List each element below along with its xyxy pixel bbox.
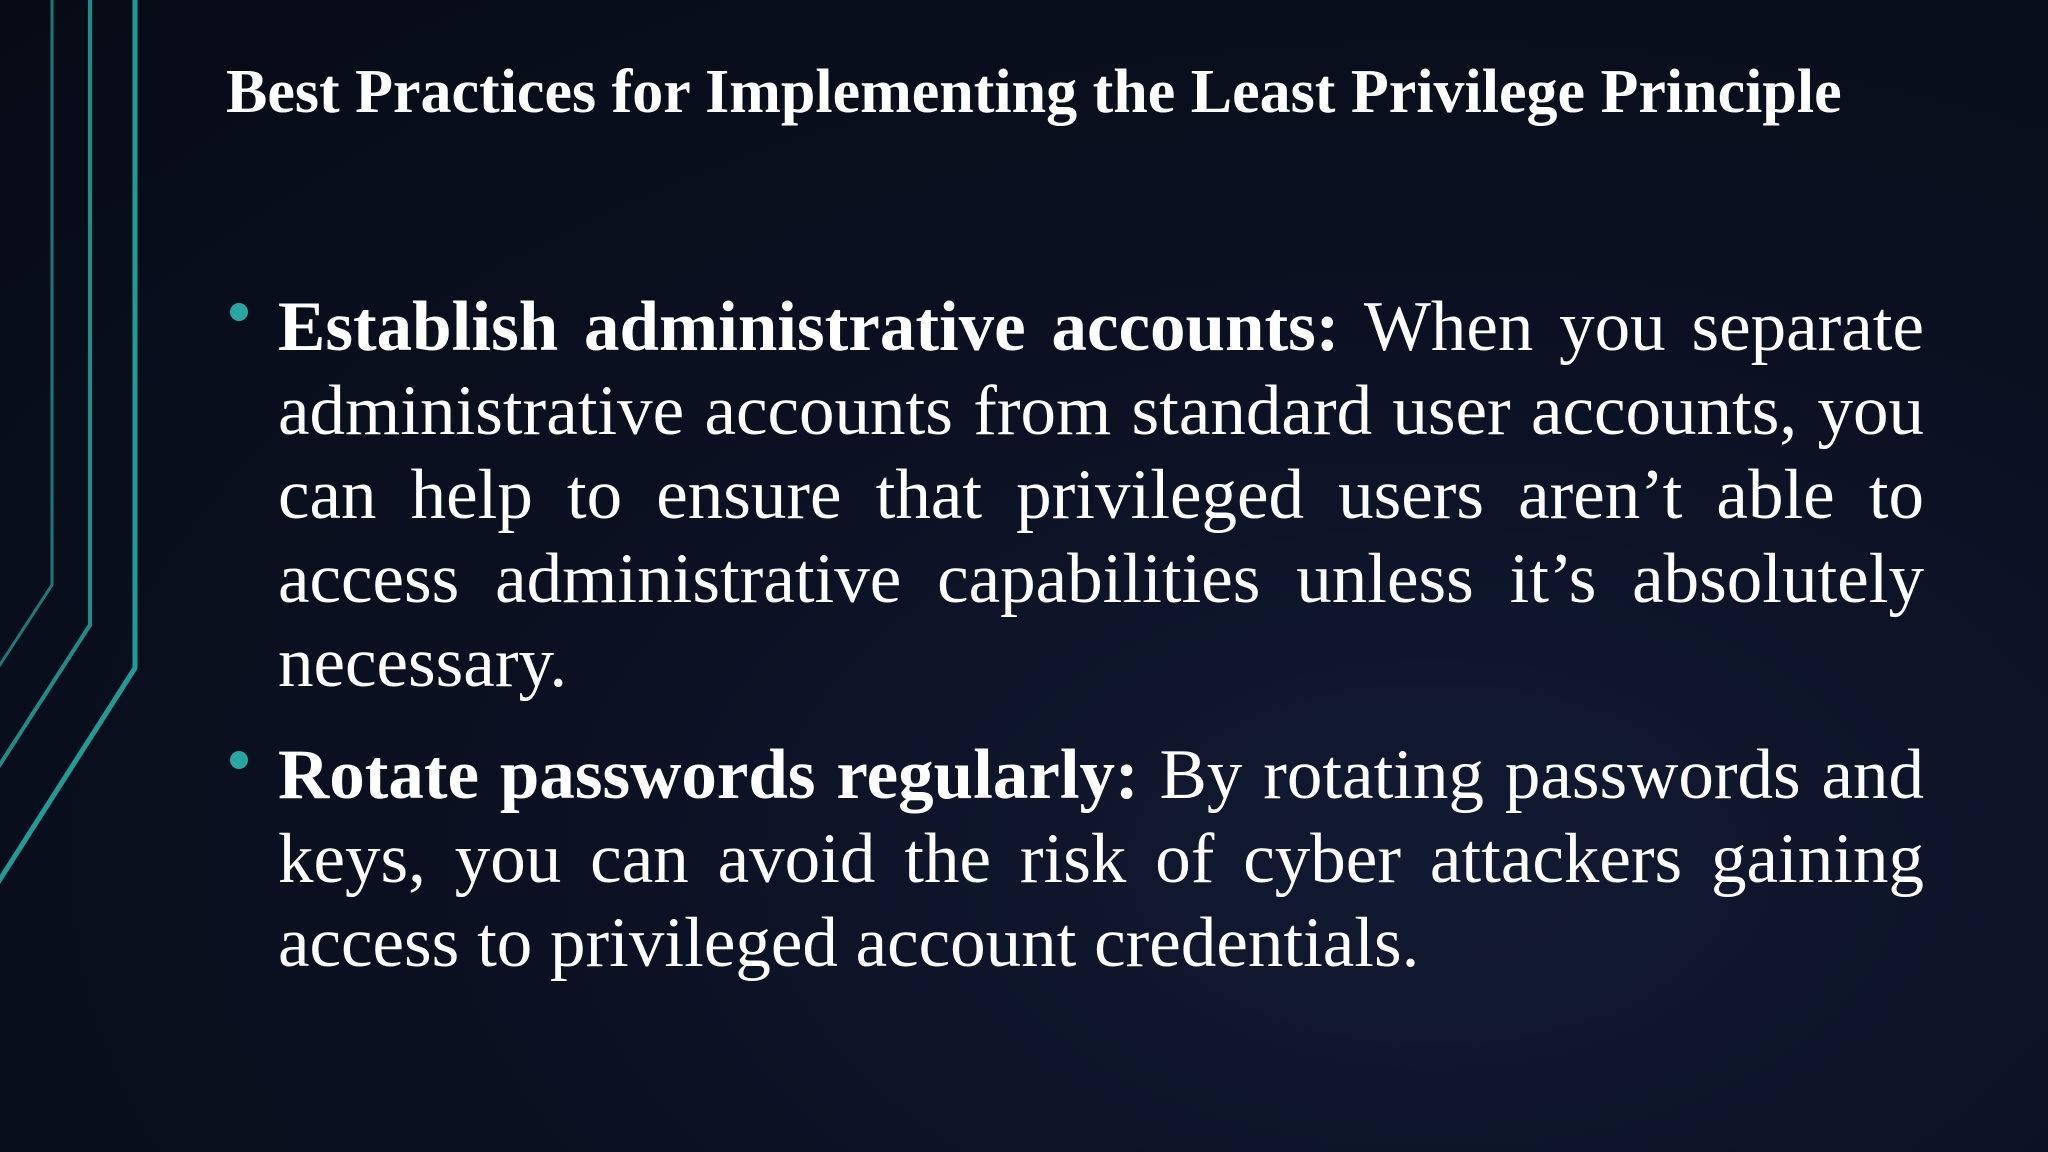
- list-item: [226, 733, 1924, 985]
- accent-line-middle: [0, 0, 90, 780]
- accent-line-inner: [0, 0, 52, 680]
- decorative-accent-lines: [0, 0, 200, 1152]
- bullet-lead: Establish administrative accounts:: [278, 288, 1340, 366]
- list-item: [226, 285, 1924, 705]
- accent-line-outer: [0, 0, 135, 895]
- bullet-text: By rotating passwords and keys, you can avoid the risk of cyber attackers gaining access to privileged account credentials.: [278, 736, 1924, 982]
- bullet-icon: [230, 303, 248, 321]
- slide-title: Best Practices for Implementing the Least Privilege Principle: [226, 58, 1842, 126]
- bullet-icon: [230, 751, 248, 769]
- bullet-list: [226, 285, 1924, 1013]
- bullet-text: When you separate administrative accounts from standard user accounts, you can help to ensure that privileged users aren’t able to access administrative capabilities unless it’s absolutely necessary.: [278, 288, 1925, 702]
- bullet-lead: Rotate passwords regularly:: [278, 736, 1139, 814]
